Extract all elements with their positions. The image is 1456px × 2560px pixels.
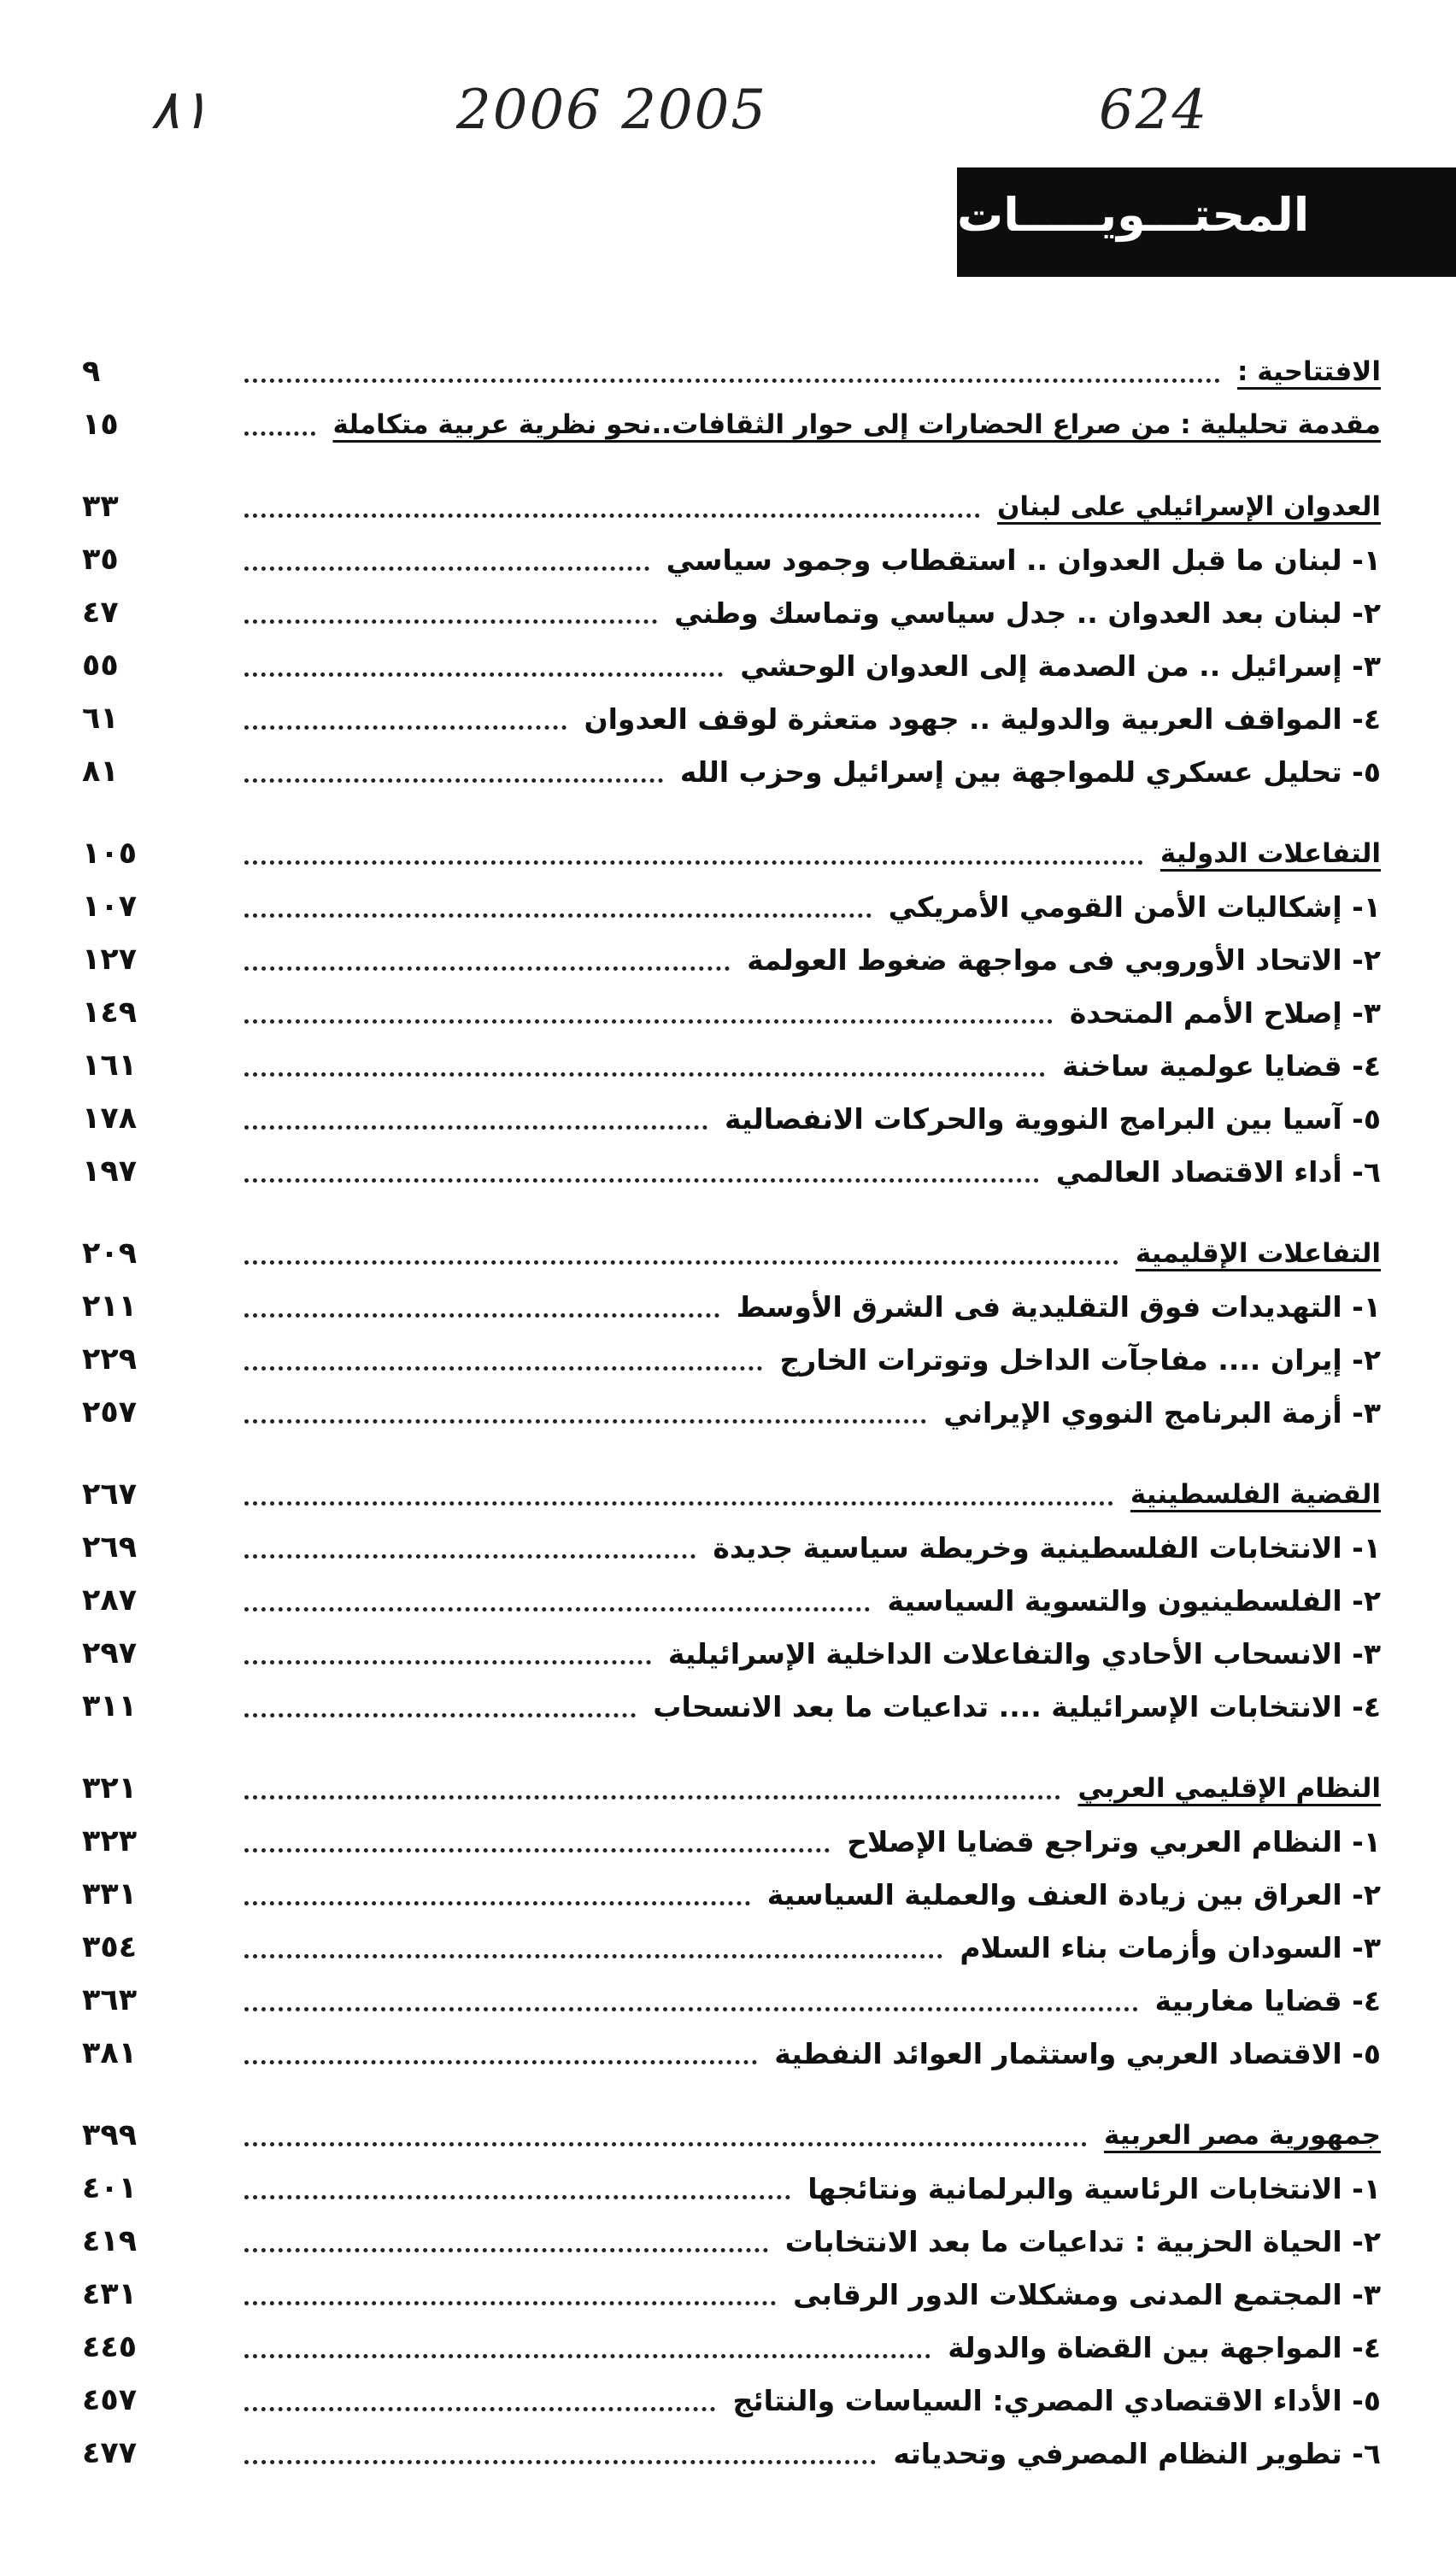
toc-page-number: ٣٢٣ <box>82 1824 138 1858</box>
toc-entry-title: ١- لبنان ما قبل العدوان .. استقطاب وجمود سياسي <box>666 543 1381 577</box>
toc-page-number: ٤٥٧ <box>82 2383 138 2417</box>
toc-entry-title: التفاعلات الدولية <box>1160 838 1381 869</box>
toc-entry-title: ٦- أداء الاقتصاد العالمي <box>1055 1154 1381 1189</box>
toc-page-number: ١٠٥ <box>82 837 138 871</box>
toc-section <box>82 1762 1381 2080</box>
toc-entry[interactable] <box>82 1280 1381 1333</box>
toc-page-number: ٤٧ <box>82 596 119 630</box>
toc-page-number: ١٩٧ <box>82 1154 138 1189</box>
dot-leader <box>244 725 567 730</box>
dot-leader <box>244 2407 715 2411</box>
toc-page-number: ٢٨٧ <box>82 1583 138 1618</box>
toc-page-number: ٤٠١ <box>82 2171 138 2205</box>
toc-section <box>82 1227 1381 1439</box>
toc-section-heading[interactable] <box>82 1468 1381 1521</box>
toc-entry-title: ٤- قضايا عولمية ساخنة <box>1062 1048 1381 1083</box>
toc-entry[interactable] <box>82 586 1381 639</box>
dot-leader <box>244 1366 762 1371</box>
dot-leader <box>244 1501 1113 1506</box>
toc-entry[interactable] <box>82 1574 1381 1627</box>
toc-page-number: ٣٥ <box>82 543 119 577</box>
toc-entry[interactable] <box>82 1815 1381 1868</box>
dot-leader <box>244 1795 1060 1800</box>
toc-entry[interactable] <box>82 2215 1381 2268</box>
toc-entry-title: ٥- آسيا بين البرامج النووية والحركات الانفصالية <box>724 1101 1381 1136</box>
banner-top-tab <box>1307 167 1456 183</box>
toc-entry[interactable] <box>82 1092 1381 1145</box>
toc-entry[interactable] <box>82 1039 1381 1092</box>
toc-entry[interactable] <box>82 2427 1381 2480</box>
toc-entry-title: ٢- لبنان بعد العدوان .. جدل سياسي وتماسك وطني <box>674 596 1381 630</box>
toc-entry-title: ٣- أزمة البرنامج النووي الإيراني <box>943 1395 1381 1430</box>
dot-leader <box>244 1313 719 1318</box>
toc-entry-title: التفاعلات الإقليمية <box>1135 1238 1381 1269</box>
dot-leader <box>244 432 315 436</box>
contents-heading: المحتـــويـــــات <box>957 188 1310 242</box>
dot-leader <box>244 2301 776 2305</box>
toc-entry-title: ٥- تحليل عسكري للمواجهة بين إسرائيل وحزب الله <box>679 754 1381 789</box>
toc-page-number: ٣٨١ <box>82 2036 138 2070</box>
toc-entry[interactable] <box>82 1627 1381 1680</box>
toc-page-number: ١٠٧ <box>82 890 138 924</box>
toc-entry-title: ٣- الانسحاب الأحادي والتفاعلات الداخلية الإسرائيلية <box>667 1636 1381 1670</box>
toc-entry-title: ٤- المواقف العربية والدولية .. جهود متعثرة لوقف العدوان <box>584 702 1381 736</box>
dot-leader <box>244 672 723 677</box>
toc-entry[interactable] <box>82 1521 1381 1574</box>
toc-section <box>82 345 1381 451</box>
toc-entry-title: العدوان الإسرائيلي على لبنان <box>996 491 1381 522</box>
toc-entry-title: ١- التهديدات فوق التقليدية فى الشرق الأوسط <box>736 1289 1381 1324</box>
toc-entry[interactable] <box>82 2027 1381 2080</box>
dot-leader <box>244 379 1220 383</box>
toc-entry-title: ٢- إيران .... مفاجآت الداخل وتوترات الخارج <box>779 1342 1381 1377</box>
toc-entry-title: ٤- الانتخابات الإسرائيلية .... تداعيات ما بعد الانسحاب <box>653 1689 1381 1723</box>
toc-page-number: ٤٧٧ <box>82 2436 138 2470</box>
toc-entry-title: ٢- الاتحاد الأوروبي فى مواجهة ضغوط العولمة <box>747 942 1381 977</box>
dot-leader <box>244 1848 830 1852</box>
toc-section <box>82 2109 1381 2480</box>
toc-entry[interactable] <box>82 1145 1381 1198</box>
toc-entry[interactable] <box>82 1386 1381 1439</box>
toc-entry-title: ٦- تطوير النظام المصرفي وتحدياته <box>893 2436 1381 2470</box>
toc-page-number: ٣٢١ <box>82 1771 138 1806</box>
toc-entry-title: ٥- الأداء الاقتصادي المصري: السياسات والنتائج <box>732 2383 1381 2417</box>
toc-entry[interactable] <box>82 1868 1381 1921</box>
toc-entry[interactable] <box>82 533 1381 586</box>
dot-leader <box>244 2248 768 2252</box>
toc-section-heading[interactable] <box>82 398 1381 451</box>
toc-page-number: ٣٣ <box>82 490 119 524</box>
dot-leader <box>244 2460 876 2464</box>
toc-page-number: ٩ <box>82 355 101 389</box>
contents-heading-banner <box>957 167 1456 277</box>
toc-entry[interactable] <box>82 2374 1381 2427</box>
toc-entry-title: ١- الانتخابات الفلسطينية وخريطة سياسية جديدة <box>713 1530 1381 1565</box>
toc-entry[interactable] <box>82 745 1381 798</box>
dot-leader <box>244 1954 942 1958</box>
dot-leader <box>244 567 649 571</box>
dot-leader <box>244 1125 707 1130</box>
toc-entry-title: ٥- الاقتصاد العربي واستثمار العوائد النفطية <box>774 2036 1381 2070</box>
toc-page-number: ٥٥ <box>82 649 119 683</box>
toc-entry-title: ٢- العراق بين زيادة العنف والعملية السياسية <box>766 1877 1381 1911</box>
toc-entry-title: ١- النظام العربي وتراجع قضايا الإصلاح <box>847 1824 1381 1858</box>
dot-leader <box>244 2142 1087 2146</box>
toc-page-number: ١٥ <box>82 408 119 442</box>
dot-leader <box>244 1713 636 1717</box>
dot-leader <box>244 1019 1053 1024</box>
table-of-contents <box>82 345 1381 2480</box>
toc-page-number: ٢٢٩ <box>82 1342 138 1377</box>
toc-section-heading[interactable] <box>82 827 1381 880</box>
toc-page-number: ٤٣١ <box>82 2277 138 2311</box>
toc-entry-title: ٣- إصلاح الأمم المتحدة <box>1069 995 1381 1030</box>
dot-leader <box>244 1607 870 1612</box>
toc-entry-title: ٣- المجتمع المدنى ومشكلات الدور الرقابى <box>793 2277 1381 2311</box>
toc-page-number: ٣٦٣ <box>82 1983 138 2017</box>
dot-leader <box>244 2007 1138 2011</box>
toc-entry-title: القضية الفلسطينية <box>1130 1479 1381 1510</box>
dot-leader <box>244 1554 696 1559</box>
toc-entry[interactable] <box>82 1921 1381 1974</box>
dot-leader <box>244 1072 1045 1077</box>
toc-page-number: ٢٩٧ <box>82 1636 138 1670</box>
handwritten-years-note: 2006 2005 <box>456 79 768 142</box>
dot-leader <box>244 1178 1039 1183</box>
toc-page-number: ٤١٩ <box>82 2224 138 2258</box>
toc-entry-title: ٤- قضايا مغاربية <box>1154 1983 1381 2017</box>
toc-entry-title: ٢- الفلسطينيون والتسوية السياسية <box>887 1583 1381 1618</box>
toc-section-heading[interactable] <box>82 1227 1381 1280</box>
dot-leader <box>244 1901 750 1905</box>
toc-entry-title: مقدمة تحليلية : من صراع الحضارات إلى حوار الثقافات..نحو نظرية عربية متكاملة <box>332 409 1381 440</box>
toc-entry-title: ٣- إسرائيل .. من الصدمة إلى العدوان الوحشي <box>740 649 1381 683</box>
toc-entry[interactable] <box>82 1974 1381 2027</box>
handwritten-left-note: ٨١ <box>150 79 209 142</box>
dot-leader <box>244 2195 790 2199</box>
toc-page-number: ١٢٧ <box>82 942 138 977</box>
toc-entry-title: ٢- الحياة الحزبية : تداعيات ما بعد الانتخابات <box>784 2224 1381 2258</box>
toc-page-number: ٢١١ <box>82 1289 138 1324</box>
toc-page-number: ٢٦٧ <box>82 1477 138 1512</box>
toc-entry-title: جمهورية مصر العربية <box>1103 2120 1381 2151</box>
toc-page-number: ٢٥٧ <box>82 1395 138 1430</box>
toc-entry-title: ٣- السودان وأزمات بناء السلام <box>960 1930 1381 1964</box>
toc-entry[interactable] <box>82 2268 1381 2321</box>
dot-leader <box>244 913 872 918</box>
dot-leader <box>244 2354 931 2358</box>
toc-page-number: ١٤٩ <box>82 995 138 1030</box>
dot-leader <box>244 1260 1118 1265</box>
toc-entry[interactable] <box>82 1680 1381 1733</box>
dot-leader <box>244 1660 651 1665</box>
toc-section-heading[interactable] <box>82 2109 1381 2162</box>
dot-leader <box>244 514 980 518</box>
dot-leader <box>244 860 1143 865</box>
toc-page-number: ٣٥٤ <box>82 1930 138 1964</box>
toc-page-number: ٣٩٩ <box>82 2118 138 2152</box>
toc-page-number: ٣١١ <box>82 1689 138 1723</box>
toc-section-heading[interactable] <box>82 1762 1381 1815</box>
dot-leader <box>244 1419 926 1424</box>
toc-section-heading[interactable] <box>82 480 1381 533</box>
toc-entry-title: النظام الإقليمي العربي <box>1077 1773 1381 1804</box>
toc-page-number: ٢٦٩ <box>82 1530 138 1565</box>
toc-entry-title: ١- الانتخابات الرئاسية والبرلمانية ونتائجها <box>807 2171 1381 2205</box>
toc-page-number: ١٦١ <box>82 1048 138 1083</box>
toc-entry-title: الافتتاحية : <box>1237 356 1381 387</box>
dot-leader <box>244 619 657 624</box>
toc-entry[interactable] <box>82 986 1381 1039</box>
toc-entry[interactable] <box>82 2321 1381 2374</box>
toc-page-number: ٣٣١ <box>82 1877 138 1911</box>
toc-page-number: ١٧٨ <box>82 1101 138 1136</box>
toc-page-number: ٦١ <box>82 702 119 736</box>
toc-page-number: ٢٠٩ <box>82 1236 138 1271</box>
toc-entry-title: ٤- المواجهة بين القضاة والدولة <box>948 2330 1381 2364</box>
toc-entry[interactable] <box>82 1333 1381 1386</box>
toc-entry[interactable] <box>82 692 1381 745</box>
dot-leader <box>244 2060 757 2064</box>
toc-entry[interactable] <box>82 639 1381 692</box>
toc-page-number: ٨١ <box>82 754 119 789</box>
toc-entry[interactable] <box>82 2162 1381 2215</box>
toc-entry-title: ١- إشكاليات الأمن القومي الأمريكي <box>888 890 1381 924</box>
toc-section <box>82 827 1381 1198</box>
toc-entry[interactable] <box>82 880 1381 933</box>
dot-leader <box>244 778 663 783</box>
toc-entry[interactable] <box>82 933 1381 986</box>
toc-section <box>82 1468 1381 1733</box>
toc-section <box>82 480 1381 798</box>
handwritten-code-note: 624 <box>1099 79 1209 142</box>
dot-leader <box>244 966 730 971</box>
toc-page-number: ٤٤٥ <box>82 2330 138 2364</box>
toc-section-heading[interactable] <box>82 345 1381 398</box>
